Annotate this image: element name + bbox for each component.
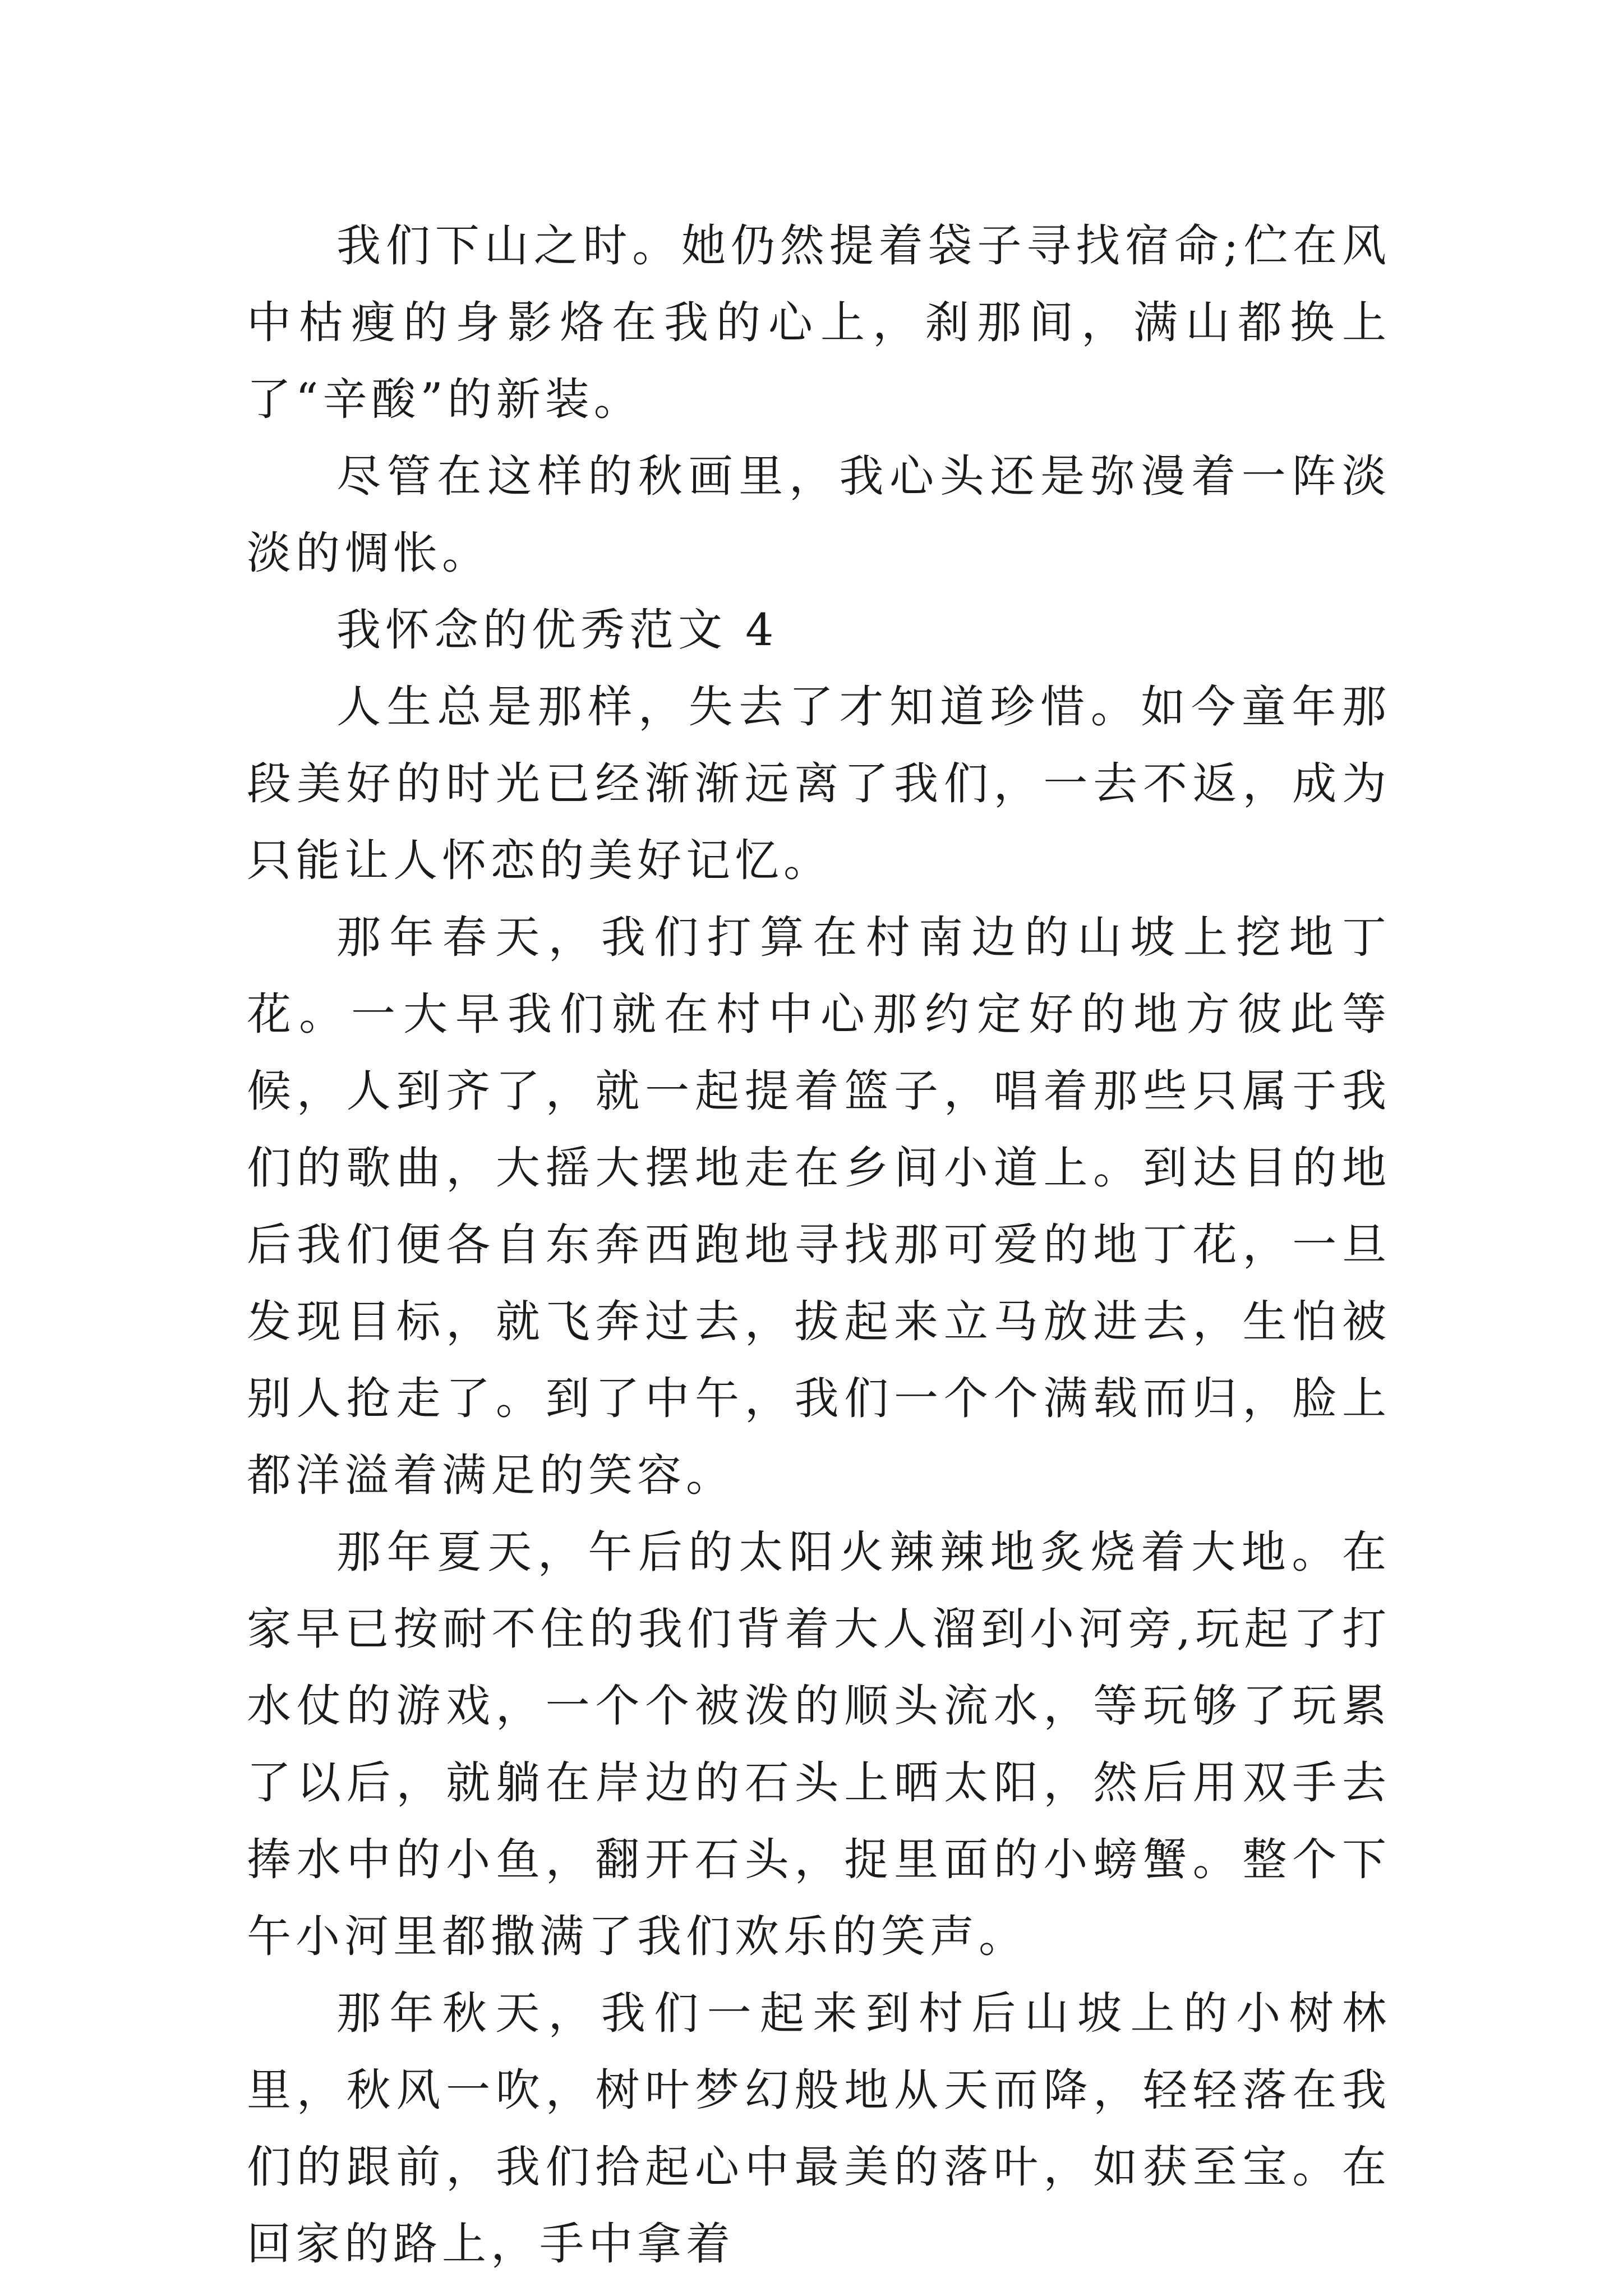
paragraph-descent: 我们下山之时。她仍然提着袋子寻找宿命;伫在风中枯瘦的身影烙在我的心上，刹那间，满山都换上了“辛酸”的新装。	[247, 220, 1391, 425]
paragraph-autumn: 那年秋天，我们一起来到村后山坡上的小树林里，秋风一吹，树叶梦幻般地从天而降，轻轻落在我们的跟前，我们拾起心中最美的落叶，如获至宝。在回家的路上，手中拿着	[247, 1987, 1391, 2270]
paragraph-spring: 那年春天，我们打算在村南边的山坡上挖地丁花。一大早我们就在村中心那约定好的地方彼此等候，人到齐了，就一起提着篮子，唱着那些只属于我们的歌曲，大摇大摆地走在乡间小道上。到达目的地后我们便各自东奔西跑地寻找那可爱的地丁花，一旦发现目标，就飞奔过去，拔起来立马放进去，生怕被别人抢走了。到了中午，我们一个个满载而归，脸上都洋溢着满足的笑容。	[247, 912, 1391, 1501]
paragraph-intro: 人生总是那样，失去了才知道珍惜。如今童年那段美好的时光已经渐渐远离了我们，一去不返，成为只能让人怀恋的美好记忆。	[247, 681, 1391, 886]
paragraph-summer: 那年夏天，午后的太阳火辣辣地炙烧着大地。在家早已按耐不住的我们背着大人溜到小河旁,玩起了打水仗的游戏，一个个被泼的顺头流水，等玩够了玩累了以后，就躺在岸边的石头上晒太阳，然后用双手去捧水中的小鱼，翻开石头，捉里面的小螃蟹。整个下午小河里都撒满了我们欢乐的笑声。	[247, 1526, 1391, 1962]
document-body	[247, 208, 1391, 2283]
paragraph-melancholy: 尽管在这样的秋画里，我心头还是弥漫着一阵淡淡的惆怅。	[247, 450, 1391, 579]
section-heading: 我怀念的优秀范文 4	[336, 604, 778, 656]
